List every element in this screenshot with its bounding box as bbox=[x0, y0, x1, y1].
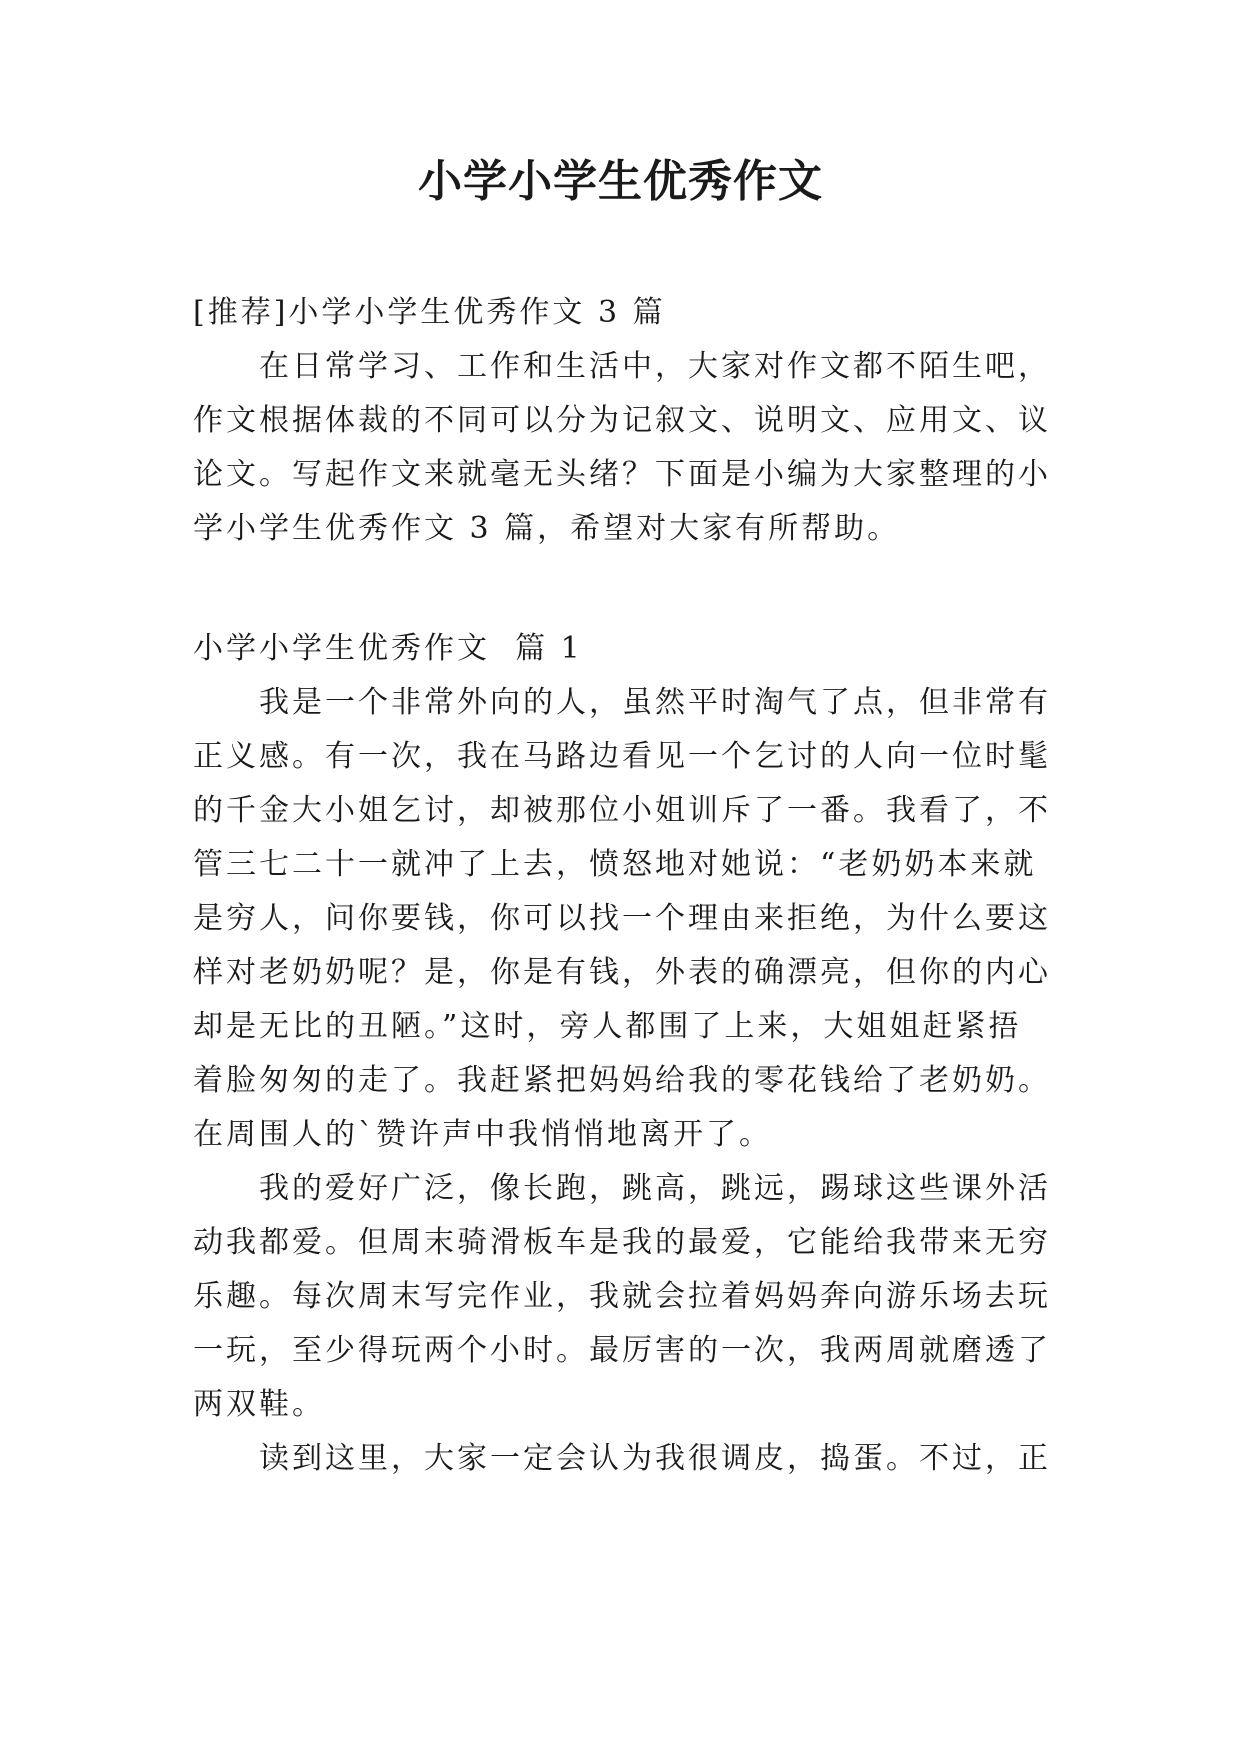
paragraph-line: 着脸匆匆的走了。我赶紧把妈妈给我的零花钱给了老奶奶。 bbox=[193, 1063, 1051, 1098]
paragraph-line: 读到这里，大家一定会认为我很调皮，捣蛋。不过，正 bbox=[259, 1441, 1051, 1476]
paragraph-line: 两双鞋。 bbox=[193, 1387, 325, 1422]
paragraph-line: 乐趣。每次周末写完作业，我就会拉着妈妈奔向游乐场去玩 bbox=[193, 1279, 1051, 1314]
paragraph-1 bbox=[193, 676, 1073, 1162]
document-body bbox=[193, 286, 1073, 1486]
intro-line: 作文根据体裁的不同可以分为记叙文、说明文、应用文、议 bbox=[193, 403, 1051, 438]
paragraph-line: 一玩，至少得玩两个小时。最厉害的一次，我两周就磨透了 bbox=[193, 1333, 1051, 1368]
paragraph-line: 正义感。有一次，我在马路边看见一个乞讨的人向一位时髦 bbox=[193, 739, 1051, 774]
paragraph-line: 我是一个非常外向的人，虽然平时淘气了点，但非常有 bbox=[259, 685, 1051, 720]
paragraph-line: 管三七二十一就冲了上去，愤怒地对她说：“老奶奶本来就 bbox=[193, 847, 1037, 882]
paragraph-line: 在周围人的`赞许声中我悄悄地离开了。 bbox=[193, 1117, 772, 1152]
paragraph-line: 的千金大小姐乞讨，却被那位小姐训斥了一番。我看了，不 bbox=[193, 793, 1051, 828]
intro-line: 论文。写起作文来就毫无头绪？下面是小编为大家整理的小 bbox=[193, 457, 1051, 492]
paragraph-line: 是穷人，问你要钱，你可以找一个理由来拒绝，为什么要这 bbox=[193, 901, 1051, 936]
paragraph-line: 却是无比的丑陋。”这时，旁人都围了上来，大姐姐赶紧捂 bbox=[193, 1009, 1022, 1044]
paragraph-line: 动我都爱。但周末骑滑板车是我的最爱，它能给我带来无穷 bbox=[193, 1225, 1051, 1260]
section-spacer bbox=[193, 556, 1073, 622]
document-subtitle: [推荐]小学小学生优秀作文 3 篇 bbox=[193, 295, 666, 330]
paragraph-line: 我的爱好广泛，像长跑，跳高，跳远，踢球这些课外活 bbox=[259, 1171, 1051, 1206]
section-heading: 小学小学生优秀作文 篇 1 bbox=[193, 631, 583, 666]
intro-paragraph bbox=[193, 340, 1073, 556]
paragraph-3 bbox=[193, 1432, 1073, 1486]
intro-line: 在日常学习、工作和生活中，大家对作文都不陌生吧， bbox=[259, 349, 1051, 384]
document-title: 小学小学生优秀作文 bbox=[418, 156, 823, 207]
intro-line: 学小学生优秀作文 3 篇，希望对大家有所帮助。 bbox=[193, 511, 901, 546]
paragraph-2 bbox=[193, 1162, 1073, 1432]
paragraph-line: 样对老奶奶呢？是，你是有钱，外表的确漂亮，但你的内心 bbox=[193, 955, 1051, 990]
